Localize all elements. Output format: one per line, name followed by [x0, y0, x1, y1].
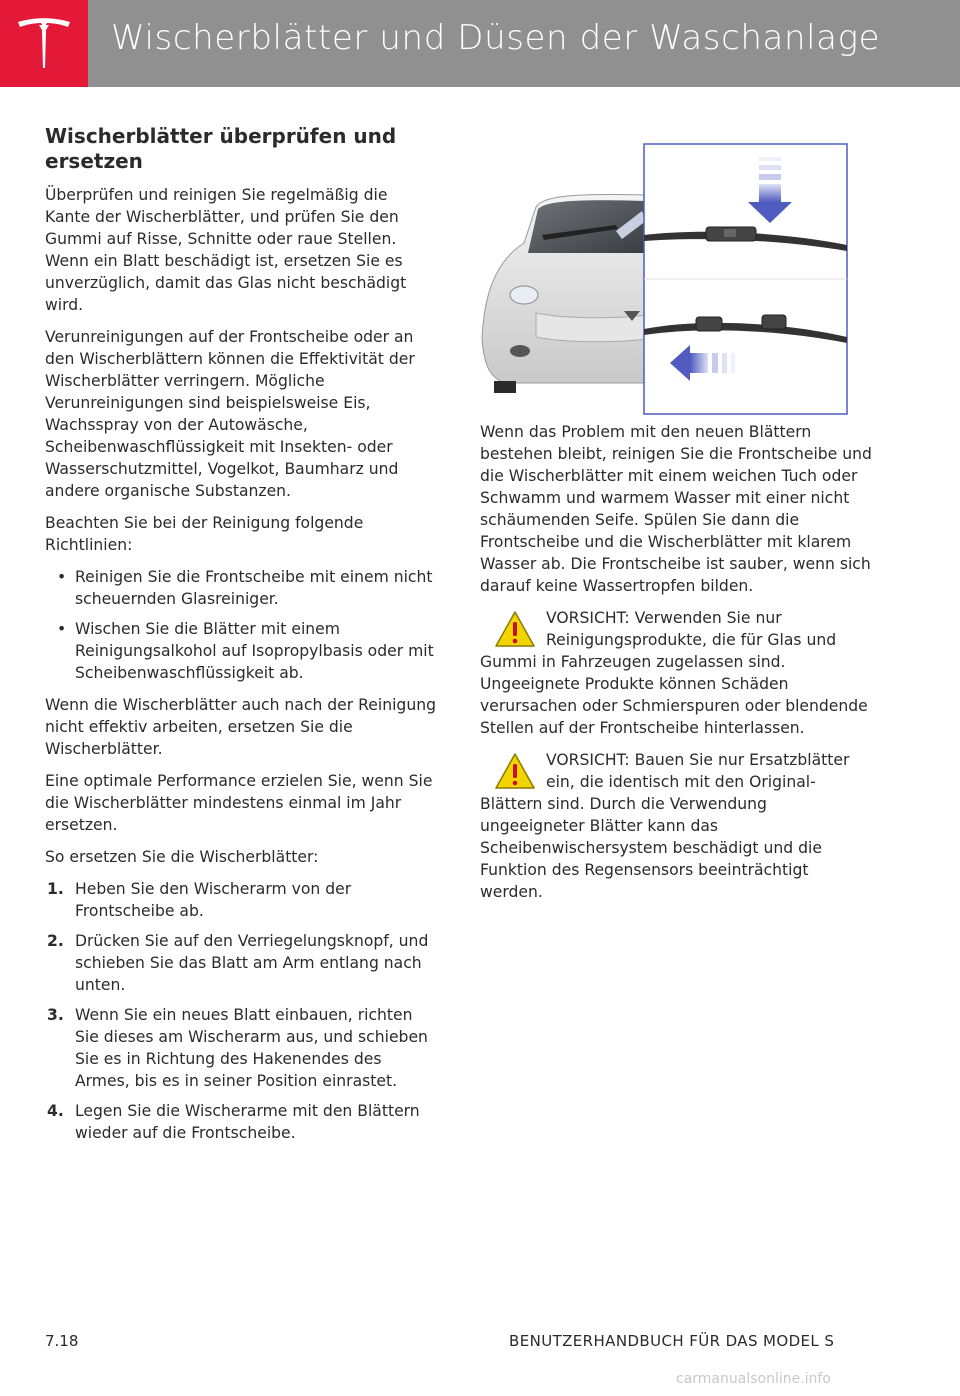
tesla-logo-icon: [14, 14, 74, 74]
step-text: Drücken Sie auf den Verriegelungsknopf, und schieben Sie das Blatt am Arm entlang nach unten.: [75, 932, 429, 994]
list-item: • Wischen Sie die Blätter mit einem Reinigungsalkohol auf Isopropylbasis oder mit Scheibenwaschflüssigkeit ab.: [45, 618, 437, 684]
paragraph-performance: Eine optimale Performance erzielen Sie, wenn Sie die Wischerblätter mindestens einmal im Jahr ersetzen.: [45, 772, 433, 834]
step-item: [45, 1004, 437, 1092]
step-item: [45, 878, 437, 922]
section-heading: Wischerblätter überprüfen und ersetzen: [45, 124, 397, 173]
step-number: 1.: [47, 880, 64, 898]
paragraph-steps-intro: So ersetzen Sie die Wischerblätter:: [45, 848, 319, 866]
left-column: [45, 124, 437, 1152]
car-front-drawing: [482, 195, 646, 394]
caution-note: [480, 749, 875, 903]
step-number: 3.: [47, 1006, 64, 1024]
paragraph-inspect: Überprüfen und reinigen Sie regelmäßig die Kante der Wischerblätter, und prüfen Sie den Gummi auf Risse, Schnitte oder raue Stellen. Wenn ein Blatt beschädigt ist, ersetzen Sie es unverzüglich, damit das Glas nicht beschädigt wird.: [45, 186, 407, 314]
wiper-illustration-graphic: [476, 143, 848, 415]
replacement-steps: [45, 878, 437, 1144]
step-number: 4.: [47, 1102, 64, 1120]
caution-text: VORSICHT: Verwenden Sie nur Reinigungsprodukte, die für Glas und Gummi in Fahrzeugen zugelassen sind. Ungeeignete Produkte können Schäden verursachen oder Schmierspuren oder blendende Stellen auf der Frontscheibe hinterlassen.: [480, 609, 868, 737]
step-item: [45, 930, 437, 996]
step-text: Heben Sie den Wischerarm von der Frontscheibe ab.: [75, 880, 352, 920]
logo-box: [0, 0, 88, 87]
page-header: [0, 0, 960, 87]
paragraph-contaminants: Verunreinigungen auf der Frontscheibe oder an den Wischerblättern können die Effektivität der Wischerblätter verringern. Mögliche Verunreinigungen sind beispielsweise Eis, Wachsspray von der Autowäsche, Scheibenwaschflüssigkeit mit Insekten- oder Wasserschutzmittel, Vogelkot, Baumharz und andere organische Substanzen.: [45, 328, 415, 500]
step-number: 2.: [47, 932, 64, 950]
manual-title: BENUTZERHANDBUCH FÜR DAS MODEL S: [509, 1332, 835, 1350]
step-text: Wenn Sie ein neues Blatt einbauen, richten Sie dieses am Wischerarm aus, und schieben Sie es in Richtung des Hakenendes des Armes, bis es in seiner Position einrastet.: [75, 1006, 428, 1090]
paragraph-replace: Wenn die Wischerblätter auch nach der Reinigung nicht effektiv arbeiten, ersetzen Sie die Wischerblätter.: [45, 696, 436, 758]
guidelines-list: [45, 566, 437, 684]
watermark: carmanualsonline.info: [676, 1371, 831, 1387]
caution-note: [480, 607, 875, 739]
right-column: [480, 421, 875, 913]
list-item: • Reinigen Sie die Frontscheibe mit einem nicht scheuernden Glasreiniger.: [45, 566, 437, 610]
warning-icon: [494, 610, 536, 650]
wiper-illustration: [476, 143, 848, 415]
caution-text: VORSICHT: Bauen Sie nur Ersatzblätter ein, die identisch mit den Original-Blättern sind. Durch die Verwendung ungeeigneter Blätter kann das Scheibenwischersystem beschädigt und die Funktion des Regensensors beeinträchtigt werden.: [480, 751, 850, 901]
paragraph-guidelines-intro: Beachten Sie bei der Reinigung folgende Richtlinien:: [45, 514, 364, 554]
step-text: Legen Sie die Wischerarme mit den Blättern wieder auf die Frontscheibe.: [75, 1102, 420, 1142]
page-number: 7.18: [45, 1332, 79, 1350]
paragraph-persisting-problem: Wenn das Problem mit den neuen Blättern bestehen bleibt, reinigen Sie die Frontscheibe und die Wischerblätter mit einem weichen Tuch oder Schwamm und warmem Wasser mit einer nicht schäumenden Seife. Spülen Sie dann die Frontscheibe und die Wischerblätter mit klarem Wasser ab. Die Frontscheibe ist sauber, wenn sich darauf keine Wassertropfen bilden.: [480, 423, 872, 595]
step-item: [45, 1100, 437, 1144]
warning-icon: [494, 752, 536, 792]
page-title: Wischerblätter und Düsen der Waschanlage: [111, 18, 881, 58]
